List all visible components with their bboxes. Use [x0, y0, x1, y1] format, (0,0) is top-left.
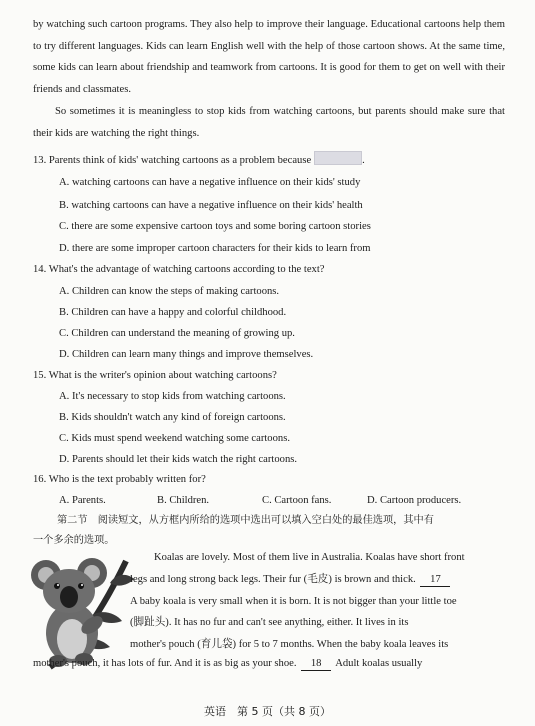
question-14-option-b: B. Children can have a happy and colorful childhood.	[59, 307, 287, 318]
question-13-stem: 13. Parents think of kids' watching cartoons as a problem because	[33, 155, 312, 166]
blank-17: 17	[420, 574, 450, 587]
question-15-option-d: D. Parents should let their kids watch the right cartoons.	[59, 454, 298, 465]
koala-passage	[130, 547, 506, 656]
question-13-option-c: C. there are some expensive cartoon toys and some boring cartoon stories	[59, 221, 371, 232]
question-15-option-c: C. Kids must spend weekend watching some cartoons.	[59, 433, 290, 444]
question-14-stem: 14. What's the advantage of watching cartoons according to the text?	[33, 264, 325, 275]
question-14-option-d: D. Children can learn many things and improve themselves.	[59, 349, 314, 360]
question-15-option-b: B. Kids shouldn't watch any kind of foreign cartoons.	[59, 412, 286, 423]
koala-line-6-text: mother's pouch, it has lots of fur. And it is as big as your shoe.	[33, 658, 297, 669]
question-15-option-a: A. It's necessary to stop kids from watching cartoons.	[59, 391, 286, 402]
question-15-stem: 15. What is the writer's opinion about watching cartoons?	[33, 370, 277, 381]
question-16-option-a: A. Parents.	[59, 495, 106, 506]
question-16-option-d: D. Cartoon producers.	[367, 495, 462, 506]
koala-line-5: mother's pouch (育儿袋) for 5 to 7 months. When the baby koala leaves its	[130, 639, 449, 651]
passage-paragraph-1: by watching such cartoon programs. They also help to improve their language. Educational cartoons help them to try different languages. Kids can learn English well with the help of those cartoon shows. At the same time, some kids can learn about friendship and teamwork from cartoons. It is good for them to get on well with their friends and classmates.	[33, 19, 505, 95]
koala-line-3: A baby koala is very small when it is born. It is not bigger than your little toe	[130, 595, 457, 607]
koala-line-1: Koalas are lovely. Most of them live in Australia. Koalas have short front	[154, 552, 465, 563]
koala-line-2-text: legs and long strong back legs. Their fur (毛皮) is brown and thick.	[130, 573, 416, 585]
question-13-option-a: A. watching cartoons can have a negative influence on their kids' study	[59, 177, 361, 188]
koala-line-6-end: Adult koalas usually	[335, 658, 423, 669]
question-13	[33, 151, 365, 169]
question-14-option-c: C. Children can understand the meaning of growing up.	[59, 328, 295, 339]
question-13-option-b: B. watching cartoons can have a negative influence on their kids' health	[59, 200, 363, 211]
answer-blank-box	[314, 151, 362, 165]
koala-line-6	[33, 656, 422, 672]
question-16-option-b: B. Children.	[157, 495, 210, 506]
koala-line-2	[130, 569, 506, 591]
section2-instruction-line2: 一个多余的选项。	[33, 535, 115, 546]
question-13-option-d: D. there are some improper cartoon characters for their kids to learn from	[59, 243, 371, 254]
koala-line-4: (脚趾头). It has no fur and can't see anything, either. It lives in its	[130, 617, 409, 629]
blank-18: 18	[301, 658, 331, 671]
question-16-stem: 16. Who is the text probably written for?	[33, 474, 206, 485]
passage-paragraph-2: So sometimes it is meaningless to stop kids from watching cartoons, but parents should make sure that their kids are watching the right things.	[33, 106, 505, 139]
section2-instruction-line1: 第二节 阅读短文，从方框内所给的选项中选出可以填入空白处的最佳选项，其中有	[57, 515, 434, 526]
question-14-option-a: A. Children can know the steps of making cartoons.	[59, 286, 280, 297]
page-footer: 英语 第 5 页（共 8 页）	[204, 705, 331, 718]
question-16-option-c: C. Cartoon fans.	[262, 495, 332, 506]
question-13-stem-end: .	[362, 155, 365, 166]
